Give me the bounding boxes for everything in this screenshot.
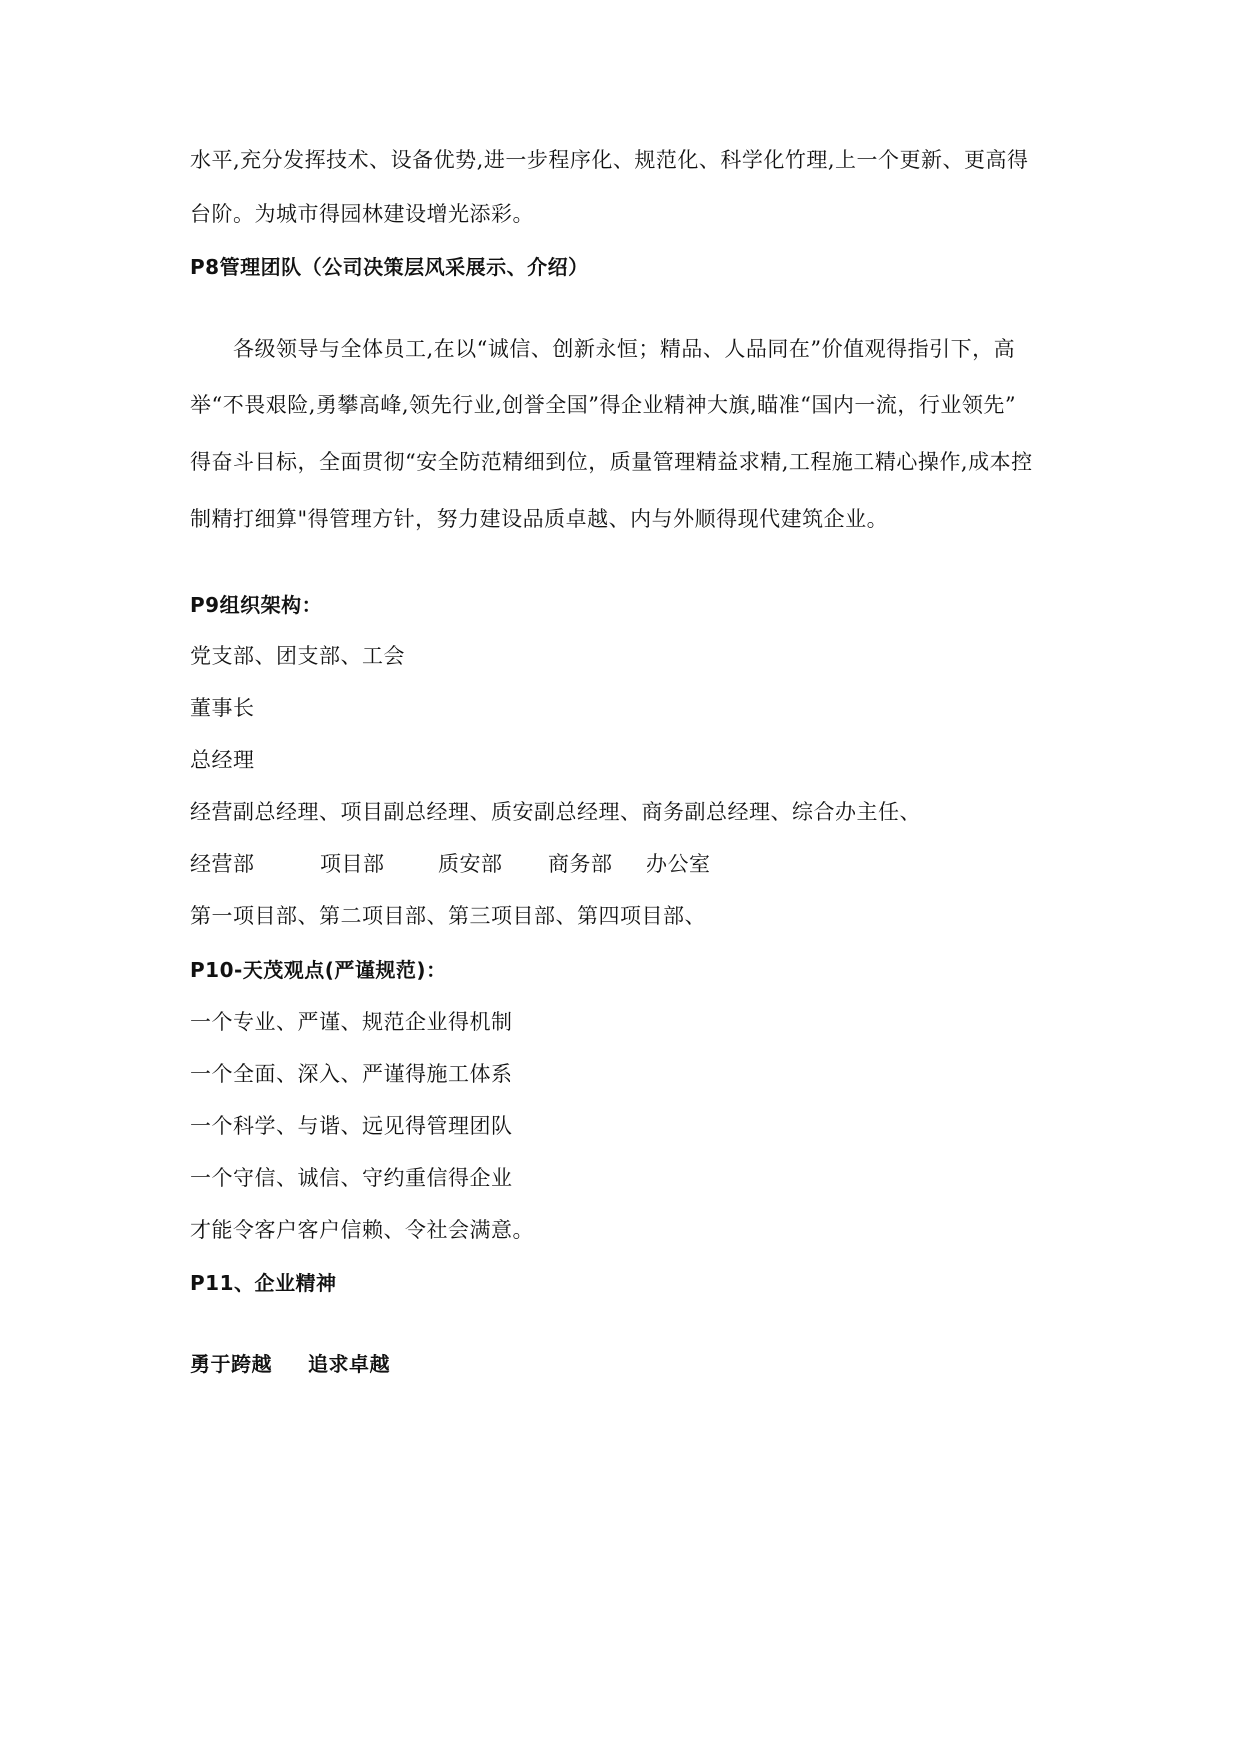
spirit-item-1: 勇于跨越	[190, 1352, 272, 1376]
p9-heading: P9组织架构：	[190, 593, 323, 617]
p10-line-2: 一个全面、深入、严谨得施工体系	[190, 1062, 513, 1086]
p8-heading: P8管理团队（公司决策层风采展示、介绍）	[190, 255, 589, 279]
p8-para-line-3: 得奋斗目标，全面贯彻“安全防范精细到位，质量管理精益求精,工程施工精心操作,成本控	[190, 450, 1033, 474]
p8-para-line-2: 举“不畏艰险,勇攀高峰,领先行业,创誉全国”得企业精神大旗,瞄准“国内一流，行业领先”	[190, 393, 1017, 417]
p9-departments-row	[190, 850, 711, 878]
dept-operations: 经营部	[190, 852, 255, 876]
p11-heading: P11、企业精神	[190, 1271, 337, 1295]
p10-heading: P10-天茂观点(严谨规范)：	[190, 958, 447, 982]
dept-projects: 项目部	[320, 852, 385, 876]
p10-line-1: 一个专业、严谨、规范企业得机制	[190, 1010, 513, 1034]
p9-line-party: 党支部、团支部、工会	[190, 644, 405, 668]
p8-para-line-4: 制精打细算"得管理方针，努力建设品质卓越、内与外顺得现代建筑企业。	[190, 507, 889, 531]
p10-line-3: 一个科学、与谐、远见得管理团队	[190, 1114, 513, 1138]
dept-office: 办公室	[646, 852, 711, 876]
p8-para-line-1: 各级领导与全体员工,在以“诚信、创新永恒；精品、人品同在”价值观得指引下，高	[233, 337, 1016, 361]
p11-spirit-row	[190, 1350, 390, 1378]
spirit-item-2: 追求卓越	[308, 1352, 390, 1376]
intro-line-1: 水平,充分发挥技术、设备优势,进一步程序化、规范化、科学化竹理,上一个更新、更高得	[190, 148, 1029, 172]
p9-line-chairman: 董事长	[190, 696, 255, 720]
p9-line-gm: 总经理	[190, 748, 255, 772]
dept-commerce: 商务部	[548, 852, 613, 876]
p9-projects-line: 第一项目部、第二项目部、第三项目部、第四项目部、	[190, 904, 706, 928]
p10-line-5: 才能令客户客户信赖、令社会满意。	[190, 1218, 534, 1242]
p10-line-4: 一个守信、诚信、守约重信得企业	[190, 1166, 513, 1190]
intro-line-2: 台阶。为城市得园林建设增光添彩。	[190, 202, 534, 226]
p9-line-deputies: 经营副总经理、项目副总经理、质安副总经理、商务副总经理、综合办主任、	[190, 800, 921, 824]
dept-quality-safety: 质安部	[438, 852, 503, 876]
